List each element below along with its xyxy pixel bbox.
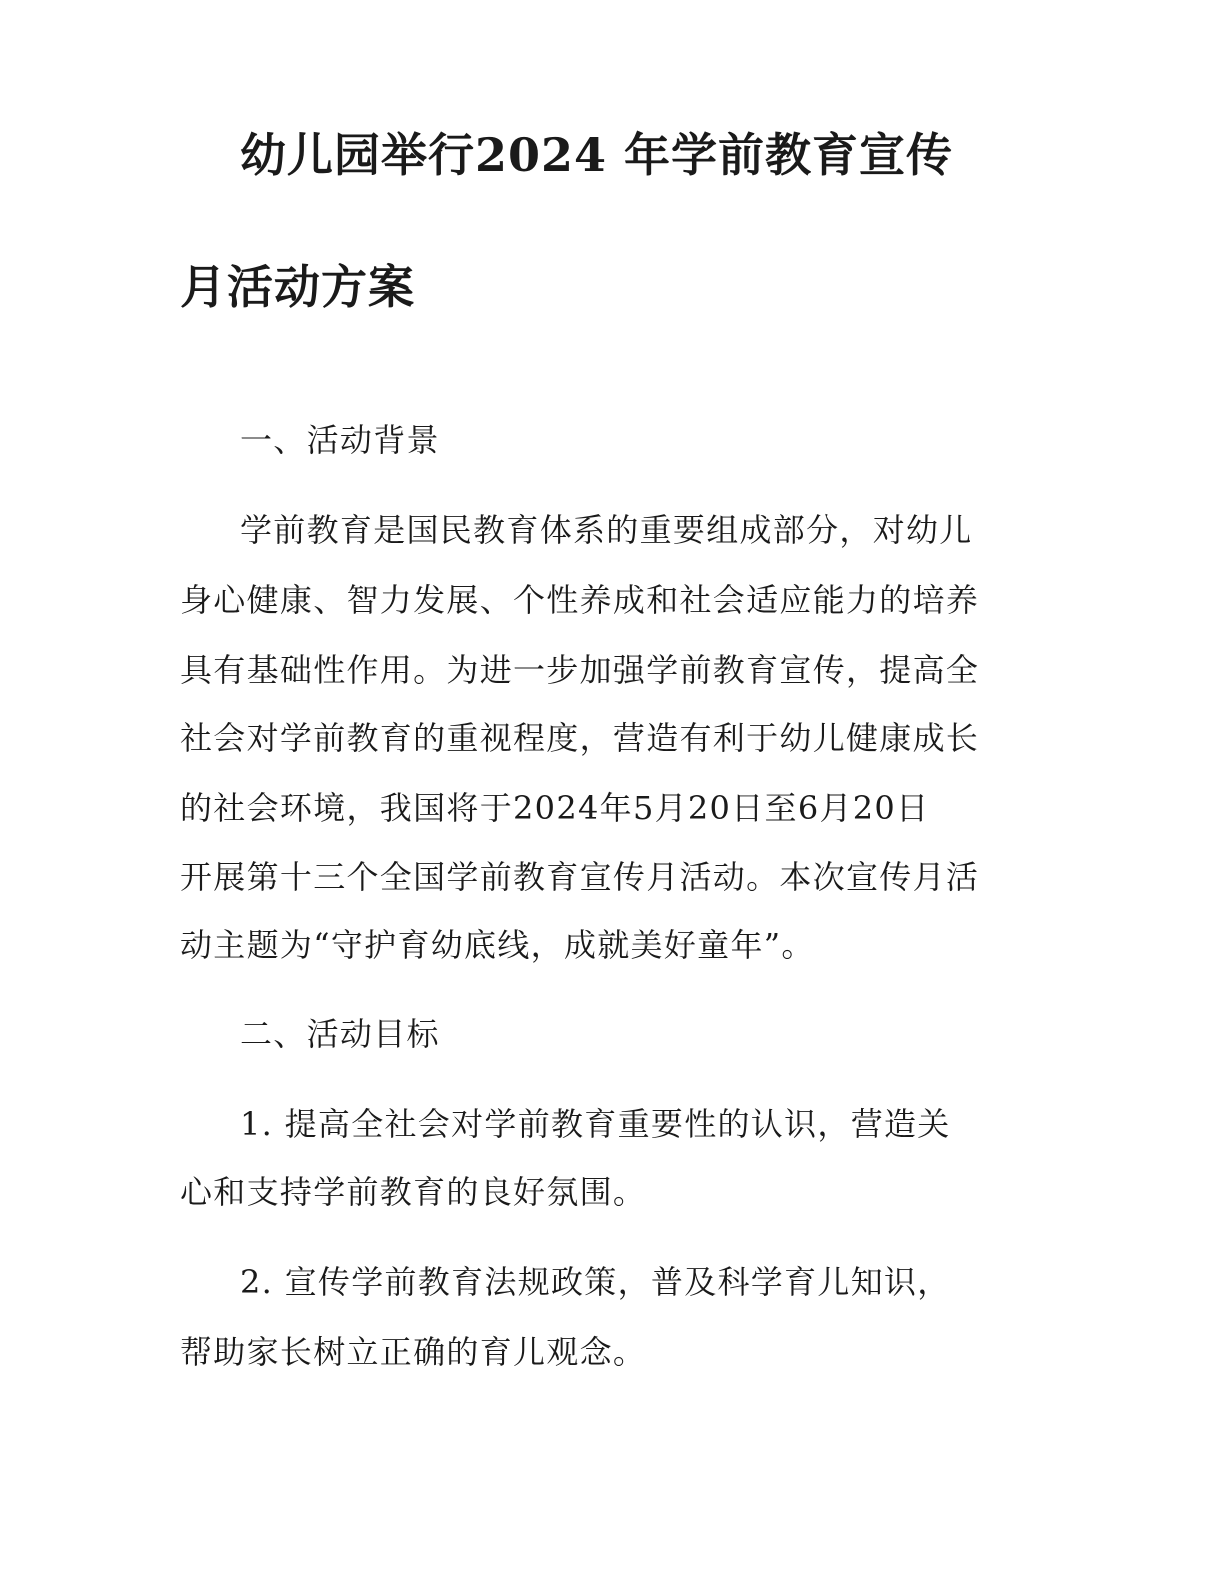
section-heading-goals: 二、活动目标 [240,1015,440,1053]
goal-item-2-line: 2. 宣传学前教育法规政策，普及科学育儿知识， [240,1263,951,1301]
paragraph-line: 开展第十三个全国学前教育宣传月活动。本次宣传月活 [180,858,980,896]
paragraph-line: 动主题为“守护育幼底线，成就美好童年”。 [180,926,815,964]
goal-item-1-line: 1. 提高全社会对学前教育重要性的认识，营造关 [240,1105,951,1143]
paragraph-line: 学前教育是国民教育体系的重要组成部分，对幼儿 [240,511,973,549]
goal-item-2-line: 帮助家长树立正确的育儿观念。 [180,1333,647,1371]
section-heading-background: 一、活动背景 [240,421,440,459]
title-line-1: 幼儿园举行2024 年学前教育宣传 [240,128,954,182]
paragraph-line: 的社会环境，我国将于2024年5月20日至6月20日 [180,789,930,827]
paragraph-line: 身心健康、智力发展、个性养成和社会适应能力的培养 [180,581,980,619]
title-line-2: 月活动方案 [180,260,415,314]
paragraph-line: 具有基础性作用。为进一步加强学前教育宣传，提高全 [180,651,980,689]
paragraph-line: 社会对学前教育的重视程度，营造有利于幼儿健康成长 [180,719,980,757]
goal-item-1-line: 心和支持学前教育的良好氛围。 [180,1173,647,1211]
